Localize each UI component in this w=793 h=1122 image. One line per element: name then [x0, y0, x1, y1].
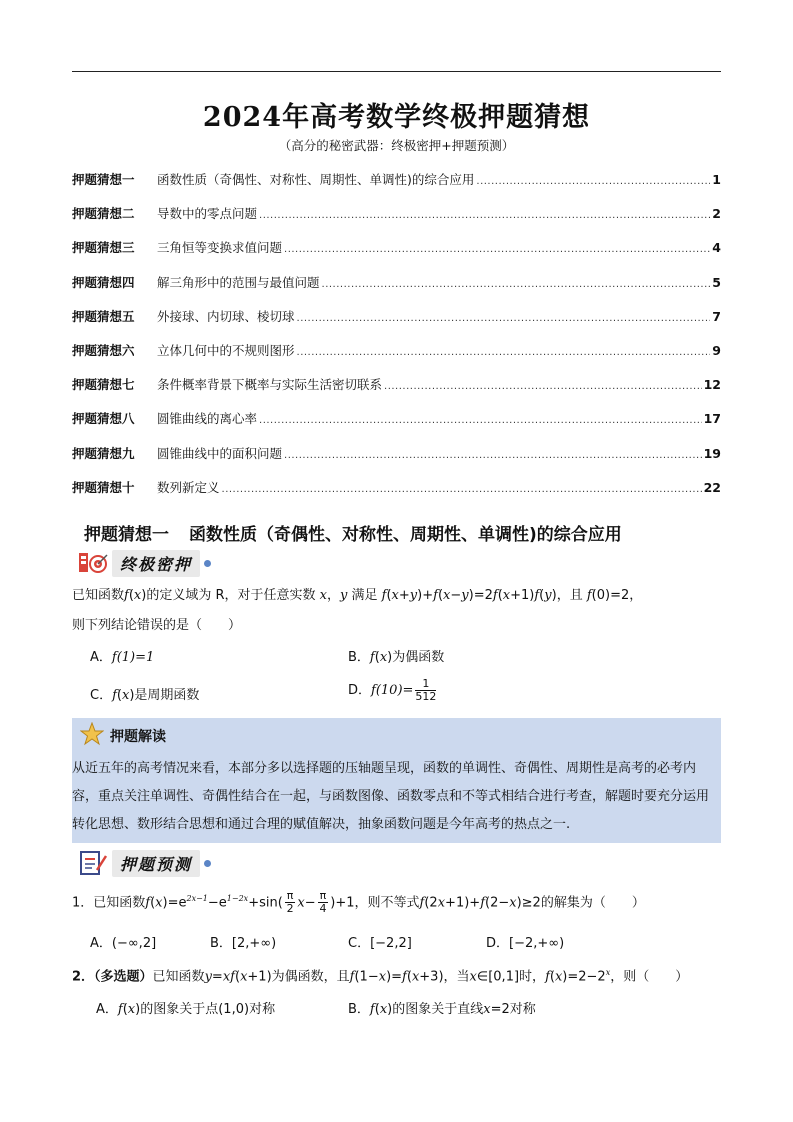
section-label: 押题猜想一 — [84, 525, 169, 545]
table-of-contents — [72, 170, 721, 512]
prediction-banner-text: 押题预测 — [112, 850, 200, 877]
toc-page: 22 — [703, 479, 721, 495]
option-label: A． — [96, 1002, 118, 1017]
option-text: 对称 — [509, 1002, 536, 1017]
toc-page: 12 — [703, 377, 721, 393]
question-text: 已知函数 — [152, 969, 205, 985]
toc-entry[interactable] — [72, 409, 721, 443]
problem-text: 满足 — [351, 588, 378, 603]
option-label: A． — [90, 650, 112, 665]
toc-leader — [284, 244, 710, 255]
document-subtitle: （高分的秘密武器：终极密押+押题预测） — [278, 138, 515, 153]
problem-statement: 已知函数f(x)的定义域为 R，对于任意实数 x，y 满足 f(x+y)+f(x−y)=2f(x+1)f(y)，且 f(0)=2， 则下列结论错误的是（ ） — [72, 588, 643, 633]
toc-title: 圆锥曲线中的面积问题 — [157, 445, 283, 461]
toc-label: 押题猜想六 — [72, 342, 135, 358]
question-text: ，则（ ） — [610, 969, 689, 985]
toc-leader — [297, 313, 711, 324]
problem-text: ， — [629, 588, 643, 603]
question-text: 时， — [519, 969, 546, 985]
toc-entry[interactable] — [72, 204, 721, 238]
analysis-box — [72, 718, 721, 843]
toc-label: 押题猜想七 — [72, 377, 135, 393]
problem-text: 的定义域为 — [146, 588, 212, 603]
toc-leader — [284, 450, 702, 461]
option-a[interactable] — [90, 646, 154, 665]
toc-page: 9 — [712, 342, 721, 358]
q2-option-b[interactable]: B．f(x)的图象关于直线x=2对称 — [348, 1002, 536, 1017]
toc-label: 押题猜想五 — [72, 308, 135, 324]
header-rule — [72, 71, 721, 72]
toc-label: 押题猜想一 — [72, 172, 135, 187]
q1-option-d[interactable]: D．[−2,+∞) — [486, 936, 565, 951]
toc-leader — [297, 347, 711, 358]
banner-dot — [204, 860, 211, 867]
toc-leader — [222, 484, 702, 495]
question-text: 的解集为（ ） — [540, 895, 645, 911]
toc-title: 数列新定义 — [157, 479, 220, 495]
toc-leader — [259, 210, 710, 221]
toc-label: 押题猜想四 — [72, 274, 135, 290]
toc-label: 押题猜想十 — [72, 479, 135, 495]
option-b[interactable]: B．f(x)为偶函数 — [348, 650, 445, 665]
question-text: ，则不等式 — [354, 895, 420, 911]
toc-title: 圆锥曲线的离心率 — [157, 411, 258, 427]
question-type: 2．（多选题） — [72, 969, 153, 985]
option-label: B． — [348, 650, 370, 665]
q1-option-c[interactable]: C．[−2,2] — [348, 936, 412, 951]
option-label: D． — [348, 683, 372, 698]
prediction-banner — [78, 848, 211, 878]
toc-leader — [476, 176, 710, 187]
toc-entry[interactable] — [72, 170, 721, 204]
toc-entry[interactable] — [72, 273, 721, 307]
document-title: 2024年高考数学终极押题猜想 — [202, 102, 591, 133]
toc-title: 三角恒等变换求值问题 — [157, 240, 283, 256]
toc-title: 解三角形中的范围与最值问题 — [157, 274, 320, 290]
toc-label: 押题猜想八 — [72, 411, 135, 427]
banner-dot — [204, 560, 211, 567]
toc-label: 押题猜想二 — [72, 206, 135, 222]
analysis-heading — [80, 722, 166, 750]
section-heading — [84, 520, 622, 545]
q1-option-a[interactable]: A．(−∞,2] — [90, 936, 157, 951]
toc-title: 外接球、内切球、棱切球 — [157, 308, 295, 324]
toc-page: 5 — [712, 274, 721, 290]
toc-page: 7 — [712, 308, 721, 324]
toc-leader — [384, 381, 702, 392]
q1-option-b[interactable]: B．[2,+∞) — [210, 936, 277, 951]
toc-entry[interactable] — [72, 478, 721, 512]
toc-entry[interactable] — [72, 444, 721, 478]
toc-leader — [259, 415, 702, 426]
toc-label: 押题猜想九 — [72, 445, 135, 461]
q2-option-a[interactable]: A．f(x)的图象关于点(1,0)对称 — [96, 1002, 276, 1017]
option-c[interactable]: C．f(x)是周期函数 — [90, 688, 200, 703]
toc-title: 导数中的零点问题 — [157, 206, 258, 222]
question-text: ，当 — [443, 969, 470, 985]
problem-text: ，对于任意实数 — [224, 588, 316, 603]
toc-entry[interactable] — [72, 307, 721, 341]
toc-page: 1 — [712, 172, 721, 187]
problem-question: 则下列结论错误的是（ ） — [72, 618, 242, 633]
option-text: 为偶函数 — [392, 650, 445, 665]
toc-leader — [322, 279, 711, 290]
toc-label: 押题猜想三 — [72, 240, 135, 256]
fraction: $\frac{\pi}{4}$ — [319, 889, 327, 916]
target-icon — [78, 550, 108, 576]
option-text: 的图象关于直线 — [392, 1002, 484, 1017]
option-text: 是周期函数 — [134, 688, 200, 703]
analysis-body: 从近五年的高考情况来看，本部分多以选择题的压轴题呈现，函数的单调性、奇偶性、周期性是高考的必考内容，重点关注单调性、奇偶性结合在一起，与函数图像、函数零点和不等式相结合进行考查，解题时要充分运用转化思想、数形结合思想和通过合理的赋值解决，抽象函数问题是今年高考的热点之一. — [72, 761, 710, 832]
secret-banner-text: 终极密押 — [112, 550, 200, 577]
question-text: 1．已知函数 — [72, 895, 146, 911]
toc-page: 19 — [703, 445, 721, 461]
option-label: B． — [348, 1002, 370, 1017]
toc-page: 4 — [712, 240, 721, 256]
toc-page: 17 — [703, 411, 721, 427]
toc-entry[interactable] — [72, 341, 721, 375]
problem-text: 已知函数 — [72, 588, 125, 603]
problem-text: ，且 — [556, 588, 583, 603]
toc-title: 立体几何中的不规则图形 — [157, 342, 295, 358]
toc-title: 函数性质（奇偶性、对称性、周期性、单调性)的综合应用 — [157, 172, 475, 187]
secret-banner — [78, 548, 211, 578]
option-text: f(10)= — [371, 683, 414, 698]
star-icon — [80, 722, 104, 750]
option-label: C． — [90, 688, 113, 703]
analysis-title: 押题解读 — [110, 729, 166, 745]
option-text: f(1)=1 — [111, 650, 155, 665]
toc-page: 2 — [712, 206, 721, 222]
question-text: 为偶函数，且 — [271, 969, 350, 985]
toc-title: 条件概率背景下概率与实际生活密切联系 — [157, 377, 383, 393]
question-2: 2．（多选题）已知函数y=xf(x+1)为偶函数，且f(1−x)=f(x+3)，当x∈[0,1]时，$f(x)=2-2^x$，则（ ） — [72, 968, 689, 985]
question-1: 1．已知函数$f(x)=e^{2x-1}-e^{1-2x}+\sin$( $\frac{\pi}{2}$ x− $\frac{\pi}{4}$ )+1，则不等式f(2x+1)+f(2−x)≥2的解集为（ ） — [72, 889, 645, 916]
fraction: $\frac{1}{512}$ — [415, 677, 437, 703]
toc-entry[interactable] — [72, 238, 721, 272]
option-text: 的图象关于点 — [140, 1002, 219, 1017]
option-text: 对称 — [249, 1002, 276, 1017]
fraction: $\frac{\pi}{2}$ — [286, 889, 294, 916]
toc-entry[interactable] — [72, 375, 721, 409]
notebook-icon — [78, 850, 108, 876]
section-title: 函数性质（奇偶性、对称性、周期性、单调性)的综合应用 — [189, 525, 622, 545]
option-d[interactable] — [348, 678, 438, 703]
